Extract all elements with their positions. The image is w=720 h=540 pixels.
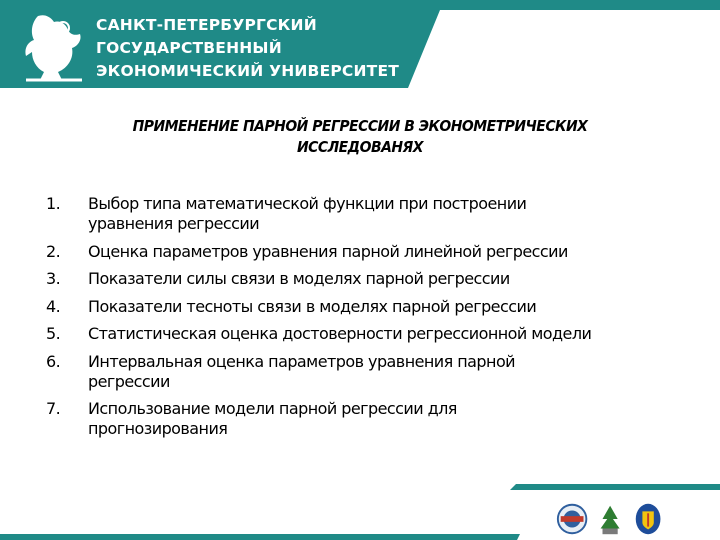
list-item-text-line: прогнозирования bbox=[88, 419, 228, 438]
list-item-text-line: регрессии bbox=[88, 371, 170, 391]
slide-title bbox=[40, 116, 680, 158]
list-item-number: 3. bbox=[46, 269, 61, 288]
list-item-number: 4. bbox=[46, 296, 61, 316]
header-banner bbox=[0, 0, 720, 94]
university-name bbox=[96, 14, 399, 83]
list-item bbox=[46, 324, 686, 344]
list-item-text-line: Статистическая оценка достоверности регрессионной модели bbox=[88, 324, 592, 343]
list-item-text-line: Использование модели парной регрессии для bbox=[88, 399, 457, 418]
list-item-number: 7. bbox=[46, 399, 61, 418]
list-item bbox=[46, 352, 686, 392]
list-item-text-line: Интервальная оценка параметров уравнения парной bbox=[88, 351, 516, 371]
university-name-line-2: ГОСУДАРСТВЕННЫЙ bbox=[96, 39, 282, 57]
list-item-text-line: Выбор типа математической функции при построении bbox=[88, 194, 527, 213]
slide-title-line-2: ИССЛЕДОВАНЯХ bbox=[296, 138, 424, 156]
list-item-number: 1. bbox=[46, 194, 61, 213]
shield-logo-icon bbox=[636, 504, 661, 534]
partner-seal-logo-icon bbox=[558, 505, 587, 534]
list-item bbox=[46, 194, 686, 234]
slide-title-line-1: ПРИМЕНЕНИЕ ПАРНОЙ РЕГРЕССИИ В ЭКОНОМЕТРИЧЕСКИХ bbox=[132, 117, 588, 135]
list-item bbox=[46, 297, 686, 317]
tree-emblem-logo-icon bbox=[601, 506, 620, 535]
university-name-line-1: САНКТ-ПЕТЕРБУРГСКИЙ bbox=[96, 16, 317, 34]
griffin-emblem-icon bbox=[18, 10, 90, 84]
footer-logos bbox=[552, 500, 672, 538]
university-name-line-3: ЭКОНОМИЧЕСКИЙ УНИВЕРСИТЕТ bbox=[96, 62, 400, 80]
list-item bbox=[46, 242, 686, 262]
list-item-number: 6. bbox=[46, 351, 61, 371]
list-item-text-line: Показатели силы связи в моделях парной регрессии bbox=[88, 269, 510, 288]
list-item-text-line: уравнения регрессии bbox=[88, 214, 260, 233]
list-item-text-line: Показатели тесноты связи в моделях парной регрессии bbox=[88, 296, 537, 316]
list-item-number: 5. bbox=[46, 324, 61, 343]
list-item-number: 2. bbox=[46, 241, 61, 261]
list-item-text-line: Оценка параметров уравнения парной линейной регрессии bbox=[88, 241, 568, 261]
list-item bbox=[46, 399, 686, 439]
topic-list bbox=[46, 194, 686, 447]
list-item bbox=[46, 269, 686, 289]
